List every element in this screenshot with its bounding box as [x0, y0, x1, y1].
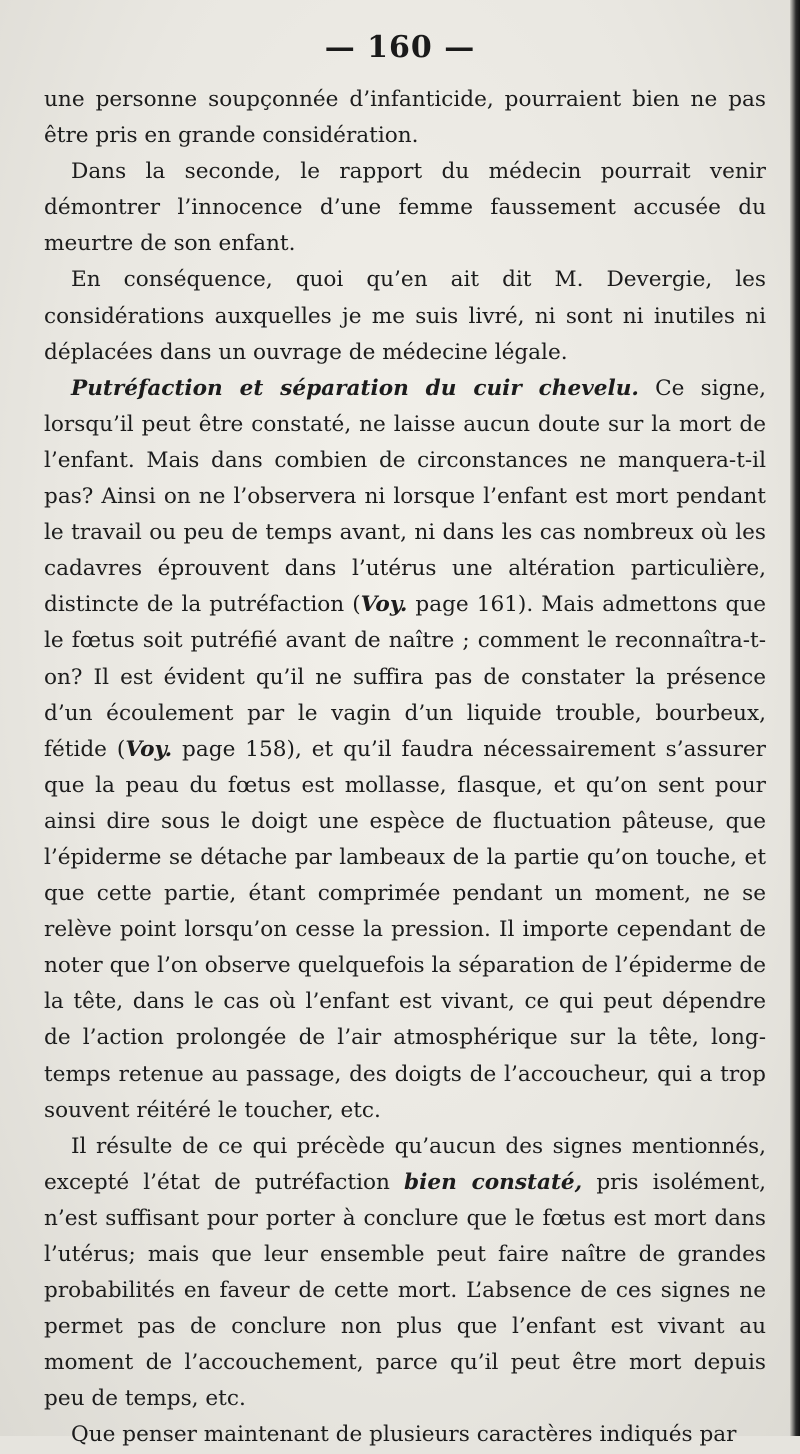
- paragraph-5-part-b: pris isolément, n’est suffisant pour porter à conclure que le fœtus est mort dans l’utérus; mais que leur ensemble peut faire naître de grandes probabilités en faveur de cette mort. L’absence de ces signes ne permet pas de conclure non plus que l’enfant est vivant au moment de l’accouchement, parce qu’il peut être mort depuis peu de temps, etc.: [44, 1169, 766, 1412]
- paragraph-5-part-a: Il résulte de ce qui précède qu’aucun des signes mentionnés, excepté l’état de putréfaction: [44, 1133, 766, 1195]
- paragraph-5: [44, 1129, 766, 1418]
- section-heading: Putréfaction et séparation du cuir chevelu.: [71, 375, 639, 401]
- paragraph-4-part-c: page 158), et qu’il faudra nécessairement s’assurer que la peau du fœtus est mollasse, flasque, et qu’on sent pour ainsi dire sous le doigt une espèce de fluctuation pâteuse, que l’épiderme se détache par lambeaux de la partie qu’on touche, et que cette partie, étant comprimée pendant un moment, ne se relève point lorsqu’on cesse la pression. Il importe cependant de noter que l’on observe quelquefois la séparation de l’épiderme de la tête, dans le cas où l’enfant est vivant, ce qui peut dépendre de l’action prolongée de l’air atmosphérique sur la tête, long-temps retenue au passage, des doigts de l’accoucheur, qui a trop souvent réitéré le toucher, etc.: [44, 736, 766, 1123]
- paragraph-2: Dans la seconde, le rapport du médecin pourrait venir démontrer l’innocence d’une femme faussement accusée du meurtre de son enfant.: [44, 159, 766, 257]
- emphasis-bien-constate: bien constaté,: [404, 1169, 583, 1195]
- reference-voy-1: Voy.: [360, 592, 408, 618]
- page-spine-shadow: [790, 0, 800, 1436]
- paragraph-3: En conséquence, quoi qu’en ait dit M. Devergie, les considérations auxquelles je me suis livré, ni sont ni inutiles ni déplacées dans un ouvrage de médecine légale.: [44, 267, 766, 365]
- paragraph-1: une personne soupçonnée d’infanticide, pourraient bien ne pas être pris en grande considération.: [44, 87, 766, 149]
- body-text: [44, 82, 766, 1454]
- paragraph-4: [44, 371, 766, 1129]
- paragraph-6: Que penser maintenant de plusieurs caractères indiqués par: [71, 1422, 737, 1448]
- paragraph-4-part-b: page 161). Mais admettons que le fœtus soit putréfié avant de naître ; comment le reconnaîtra-t-on? Il est évident qu’il ne suffira pas de constater la présence d’un écoulement par le vagin d’un liquide trouble, bourbeux, fétide (: [44, 592, 767, 762]
- reference-voy-2: Voy.: [125, 736, 173, 762]
- paragraph-4-part-a: Ce signe, lorsqu’il peut être constaté, ne laisse aucun doute sur la mort de l’enfant. Mais dans combien de circonstances ne manquera-t-il pas? Ainsi on ne l’observera ni lorsque l’enfant est mort pendant le travail ou peu de temps avant, ni dans les cas nombreux où les cadavres éprouvent dans l’utérus une altération particulière, distincte de la putréfaction (: [44, 375, 766, 618]
- page-number: — 160 —: [324, 30, 476, 65]
